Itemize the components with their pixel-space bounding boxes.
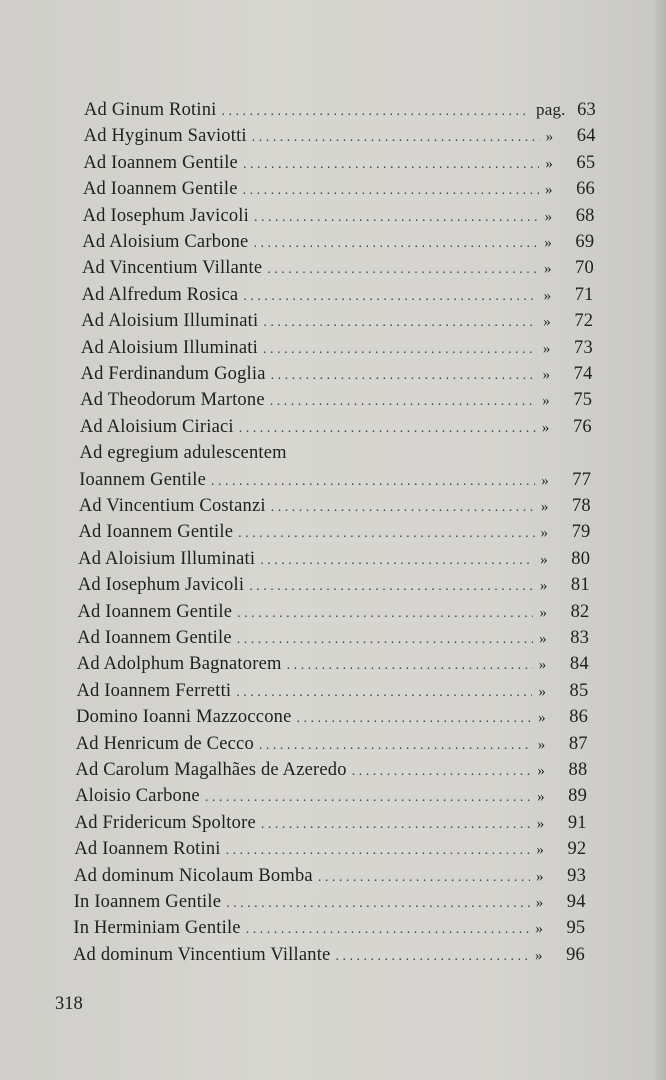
toc-entry-mark: » xyxy=(542,340,551,357)
toc-entry-mark: » xyxy=(536,815,545,832)
dot-leader xyxy=(263,311,537,335)
dot-leader xyxy=(226,892,530,916)
toc-entry xyxy=(80,388,592,414)
toc-entry-page: 95 xyxy=(566,918,586,939)
toc-entry-mark: » xyxy=(535,947,543,964)
dot-leader xyxy=(222,100,530,124)
toc-entry-mark: » xyxy=(539,631,547,647)
toc-entry-mark: » xyxy=(544,208,553,225)
toc-entry-title: Ad Aloisium Ciriaci xyxy=(79,416,234,437)
toc-entry xyxy=(78,573,590,599)
toc-entry-title: Ad Ioannem Gentile xyxy=(77,628,232,648)
toc-entry-title: Ad Ferdinandum Goglia xyxy=(80,364,266,384)
dot-leader xyxy=(239,417,536,441)
toc-entry xyxy=(83,177,595,203)
dot-leader xyxy=(352,760,532,784)
toc-entry-page: 70 xyxy=(575,258,594,279)
toc-entry xyxy=(81,336,593,362)
toc-entry-mark: » xyxy=(540,525,549,542)
toc-entry xyxy=(77,600,589,626)
toc-entry-mark: » xyxy=(535,921,544,938)
toc-entry-page: 73 xyxy=(574,337,593,358)
toc-entry-page: 93 xyxy=(567,865,587,886)
toc-entry-mark: » xyxy=(538,657,547,674)
toc-entry xyxy=(73,916,585,942)
toc-entry-page: 83 xyxy=(570,628,590,648)
toc-entry xyxy=(83,204,595,230)
dot-leader xyxy=(253,232,538,256)
toc-entry xyxy=(78,547,590,573)
toc-entry-page: 91 xyxy=(567,812,587,833)
dot-leader xyxy=(243,285,537,309)
toc-entry-title: Ad Vincentium Costanzi xyxy=(78,496,266,516)
dot-leader xyxy=(271,364,537,388)
toc-entry xyxy=(76,679,588,705)
toc-entry-mark: » xyxy=(539,578,548,595)
toc-entry-title: Ad Henricum de Cecco xyxy=(75,733,254,754)
toc-entry-page: 81 xyxy=(570,575,590,596)
toc-entry-mark: » xyxy=(537,789,545,806)
toc-entry xyxy=(81,362,593,388)
toc-entry-title: Ad Aloisium Illuminati xyxy=(81,311,259,332)
dot-leader xyxy=(205,786,531,810)
toc-entry-title: Ad Iosephum Javicoli xyxy=(77,575,245,596)
toc-entry-title: Ad dominum Nicolaum Bomba xyxy=(74,865,313,886)
toc-entry xyxy=(76,732,588,758)
toc-entry-mark: » xyxy=(543,314,551,331)
dot-leader xyxy=(237,628,533,652)
toc-entry-title: Ad Hyginum Saviotti xyxy=(83,126,247,147)
toc-entry-page: 69 xyxy=(575,232,595,252)
toc-entry xyxy=(80,415,592,441)
toc-entry-page: 64 xyxy=(576,126,596,147)
toc-entry-title: Ad Aloisium Illuminati xyxy=(80,337,258,358)
dot-leader xyxy=(252,126,540,150)
toc-entry xyxy=(74,890,586,916)
toc-entry xyxy=(77,626,589,652)
toc-entry xyxy=(74,837,586,863)
toc-entry-title: Ad Ginum Rotini xyxy=(84,100,217,120)
toc-entry-page: 68 xyxy=(575,205,595,226)
toc-entry-mark: » xyxy=(535,895,544,911)
toc-entry-title: Ad Aloisium Carbone xyxy=(82,232,249,252)
toc-entry-mark: » xyxy=(537,763,546,779)
toc-entry-title: Ad Ioannem Gentile xyxy=(83,152,238,173)
toc-entry-page: 92 xyxy=(567,839,587,860)
toc-entry-title: Domino Ioanni Mazzoccone xyxy=(76,707,292,728)
dot-leader xyxy=(270,390,536,414)
toc-entry-page: 94 xyxy=(566,892,586,912)
page-number: 318 xyxy=(55,994,83,1014)
toc-entry-title: In Ioannem Gentile xyxy=(73,892,222,912)
toc-entry xyxy=(76,705,588,731)
toc-entry-page: 89 xyxy=(568,786,588,807)
toc-entry-mark: » xyxy=(544,182,553,199)
toc-entry-mark: » xyxy=(536,868,544,885)
toc-entry-title: Ad Iosephum Javicoli xyxy=(82,205,249,226)
toc-entry xyxy=(73,943,585,969)
dot-leader xyxy=(249,575,534,599)
toc-entry-page: 63 xyxy=(577,100,596,120)
toc-entry-mark: pag. xyxy=(536,100,566,119)
toc-entry xyxy=(82,283,594,309)
toc-entry-mark: » xyxy=(540,499,549,515)
toc-entry xyxy=(77,652,589,678)
toc-entry xyxy=(82,256,594,282)
toc-entry-page: 75 xyxy=(573,390,593,411)
toc-entry xyxy=(74,864,586,890)
toc-entry-page: 87 xyxy=(568,733,588,754)
dot-leader xyxy=(238,522,534,546)
toc-entry-title: Ad Carolum Magalhães de Azeredo xyxy=(75,760,347,780)
dot-leader xyxy=(226,839,531,863)
toc-entry-title: Ioannem Gentile xyxy=(79,469,206,490)
toc-entry-page: 71 xyxy=(574,284,594,305)
dot-leader xyxy=(263,338,537,362)
toc-entry xyxy=(79,468,591,494)
toc-entry-mark: » xyxy=(543,261,552,278)
toc-entry-page: 86 xyxy=(569,707,589,728)
toc-entry-page: 79 xyxy=(571,522,591,543)
toc-entry-mark: » xyxy=(538,710,546,727)
toc-entry-mark: » xyxy=(543,287,552,304)
toc-entry-title: Ad Ioannem Ferretti xyxy=(76,680,232,701)
toc-entry xyxy=(84,124,596,150)
toc-entry-mark: » xyxy=(545,129,554,146)
toc-entry-page: 96 xyxy=(566,944,585,965)
dot-leader xyxy=(287,654,533,678)
dot-leader xyxy=(246,918,530,942)
toc-entry xyxy=(75,784,587,810)
toc-entry-page: 77 xyxy=(572,469,592,490)
dot-leader xyxy=(211,470,535,494)
toc-entry-title: Ad egregium adulescentem xyxy=(79,443,287,464)
toc-entry xyxy=(80,441,287,465)
toc-entry-title: Ad Vincentium Villante xyxy=(81,258,263,279)
dot-leader xyxy=(267,258,538,282)
toc-entry-mark: » xyxy=(542,367,551,383)
toc-entry-title: Ad Ioannem Gentile xyxy=(82,179,238,200)
toc-entry-mark: » xyxy=(542,393,550,410)
toc-entry-page: 74 xyxy=(573,364,593,384)
dot-leader xyxy=(254,206,539,230)
toc-entry-mark: » xyxy=(538,683,547,700)
toc-entry xyxy=(81,309,593,335)
toc-entry-title: Ad Theodorum Martone xyxy=(80,390,265,411)
toc-entry xyxy=(75,758,587,784)
dot-leader xyxy=(271,496,535,520)
toc-entry-title: In Herminiam Gentile xyxy=(73,918,241,939)
dot-leader xyxy=(318,866,530,890)
toc-entry-page: 82 xyxy=(570,601,590,622)
toc-entry-mark: » xyxy=(539,604,548,621)
toc-entry-title: Aloisio Carbone xyxy=(75,786,200,807)
dot-leader xyxy=(243,153,539,177)
dot-leader xyxy=(243,179,539,203)
toc-entry-mark: » xyxy=(540,551,548,568)
toc-entry-title: Ad Ioannem Gentile xyxy=(78,522,234,543)
toc-entry-title: Ad Adolphum Bagnatorem xyxy=(76,654,282,675)
toc-entry-mark: » xyxy=(541,419,550,436)
toc-entry xyxy=(82,230,594,256)
toc-entry-page: 84 xyxy=(569,654,589,675)
toc-entry xyxy=(83,151,595,177)
dot-leader xyxy=(236,681,532,705)
toc-entry-title: Ad Fridericum Spoltore xyxy=(74,812,256,833)
toc-entry xyxy=(84,98,596,124)
toc-entry-title: Ad Ioannem Gentile xyxy=(77,601,233,622)
toc-entry-mark: » xyxy=(541,472,549,489)
dot-leader xyxy=(237,602,533,626)
toc-entry-page: 78 xyxy=(571,496,591,516)
dot-leader xyxy=(261,813,531,837)
toc-entry-title: Ad dominum Vincentium Villante xyxy=(73,944,331,965)
dot-leader xyxy=(297,707,533,731)
toc-entry xyxy=(79,494,591,520)
toc-entry-page: 66 xyxy=(576,179,595,200)
toc-entry-mark: » xyxy=(545,155,554,172)
toc-entry xyxy=(79,520,591,546)
toc-entry-mark: » xyxy=(536,842,545,859)
dot-leader xyxy=(260,549,534,573)
toc-entry-page: 85 xyxy=(569,680,589,701)
toc-entry-mark: » xyxy=(544,235,552,251)
dot-leader xyxy=(335,945,529,969)
dot-leader xyxy=(259,734,532,758)
toc-entry-page: 88 xyxy=(568,760,588,780)
toc-entry-title: Ad Ioannem Rotini xyxy=(74,839,221,860)
toc-entry-title: Ad Alfredum Rosica xyxy=(81,284,239,305)
toc-entry-page: 80 xyxy=(571,548,591,569)
toc-entry-page: 76 xyxy=(572,416,592,437)
toc-entry-page: 65 xyxy=(576,152,596,173)
toc-entry xyxy=(75,811,587,837)
toc-entry-mark: » xyxy=(537,736,546,753)
toc-entry-page: 72 xyxy=(574,311,594,332)
toc-entry-title: Ad Aloisium Illuminati xyxy=(78,548,256,569)
